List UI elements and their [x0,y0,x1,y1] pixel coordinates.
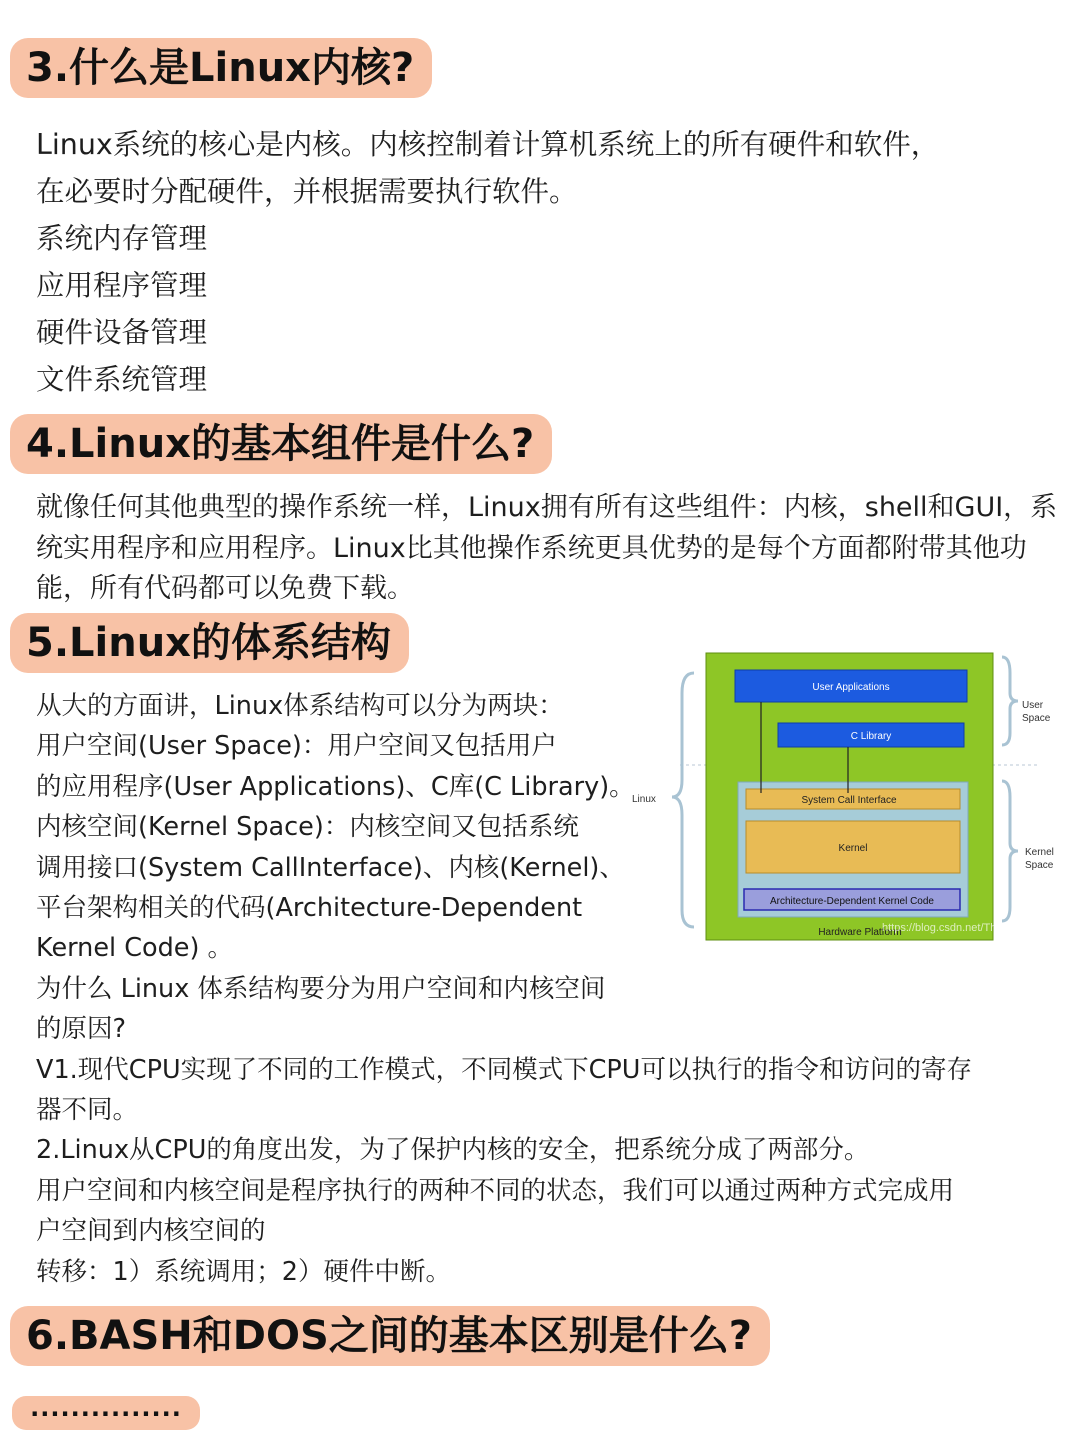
text-line: 硬件设备管理 [36,316,208,349]
arch-dependent-code-label: Architecture-Dependent Kernel Code [770,896,934,907]
ellipsis-tag: ............... [12,1396,200,1430]
text-line: 的原因? [36,1014,127,1045]
linux-brace [672,673,694,927]
kernel-space-label-1: Kernel [1025,847,1054,858]
kernel-label: Kernel [838,843,868,854]
text-line: 的应用程序(User Applications)、C库(C Library)。 [36,771,635,802]
text-line: V1.现代CPU实现了不同的工作模式，不同模式下CPU可以执行的指令和访问的寄存 [36,1054,972,1085]
text-line: 应用程序管理 [36,269,208,302]
text-line: 转移：1）系统调用；2）硬件中断。 [36,1256,451,1287]
section-3-heading: 3.什么是Linux内核? [10,38,432,98]
user-applications-label: User Applications [812,682,890,693]
text-line: 文件系统管理 [36,363,208,396]
section-3-body [36,121,939,403]
text-line: 器不同。 [36,1095,139,1126]
section-6-heading: 6.BASH和DOS之间的基本区别是什么? [10,1306,770,1366]
text-line: 在必要时分配硬件，并根据需要执行软件。 [36,175,578,208]
system-call-interface-label: System Call Interface [801,795,897,806]
user-space-label-2: Space [1022,713,1051,724]
text-line: 就像任何其他典型的操作系统一样，Linux拥有所有这些组件：内核，shell和GUI，系 [36,492,1058,523]
text-line: Kernel Code) 。 [36,933,234,964]
text-line: 调用接口(System CallInterface)、内核(Kernel)、 [36,852,625,883]
watermark-text: https://blog.csdn.net/ThinkWo [882,922,1027,934]
user-space-brace [1002,657,1018,745]
text-line: 内核空间(Kernel Space)：内核空间又包括系统 [36,812,579,843]
section-4-body [36,488,1057,610]
text-line: 系统内存管理 [36,222,208,255]
text-line: 能，所有代码都可以免费下载。 [36,573,414,604]
kernel-space-label-2: Space [1025,860,1054,871]
text-line: 户空间到内核空间的 [36,1216,266,1247]
text-line: 为什么 Linux 体系结构要分为用户空间和内核空间 [36,973,606,1004]
linux-architecture-diagram [620,645,1075,945]
text-line: 从大的方面讲，Linux体系结构可以分为两块： [36,691,564,721]
text-line: 用户空间(User Space)：用户空间又包括用户 [36,731,557,762]
linux-label: Linux [632,794,656,805]
text-line: 用户空间和内核空间是程序执行的两种不同的状态，我们可以通过两种方式完成用 [36,1175,955,1206]
kernel-space-brace [1002,781,1018,921]
section-4-heading: 4.Linux的基本组件是什么? [10,414,552,474]
section-5-heading: 5.Linux的体系结构 [10,613,409,673]
hardware-platform-label: Hardware Platform [818,927,902,938]
text-line: 统实用程序和应用程序。Linux比其他操作系统更具优势的是每个方面都附带其他功 [36,532,1027,564]
text-line: Linux系统的核心是内核。内核控制着计算机系统上的所有硬件和软件， [36,128,940,161]
c-library-label: C Library [850,731,892,742]
text-line: 平台架构相关的代码(Architecture-Dependent [36,893,583,924]
user-space-label-1: User [1022,700,1044,711]
text-line: 2.Linux从CPU的角度出发，为了保护内核的安全，把系统分成了两部分。 [36,1135,870,1166]
